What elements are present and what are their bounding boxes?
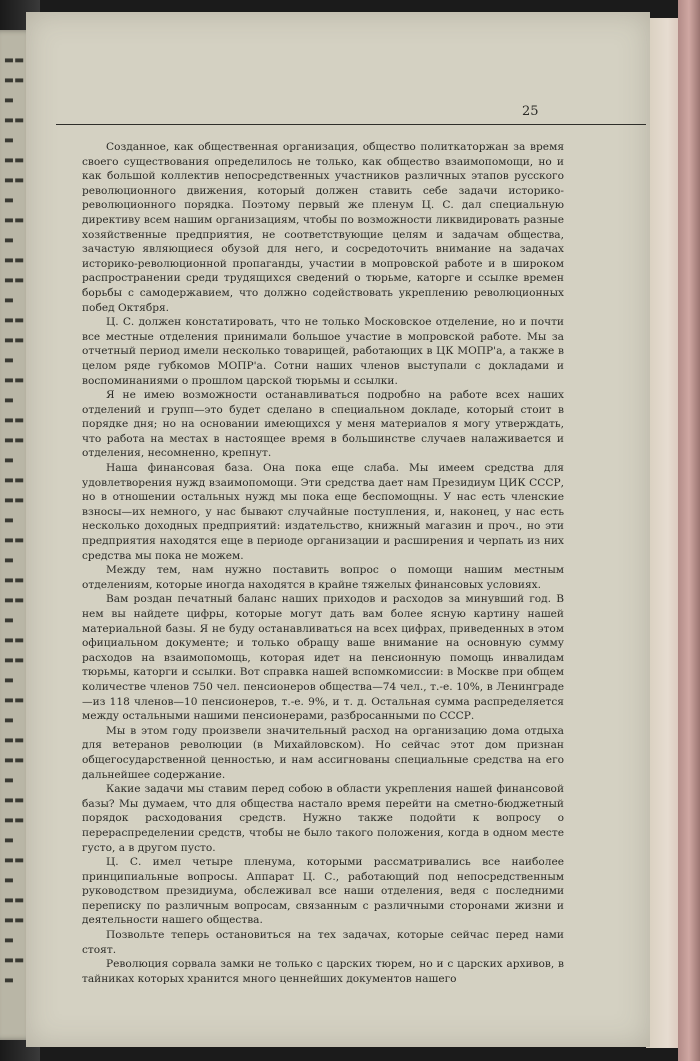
paragraph-10: Позвольте теперь остановиться на тех задачах, которые сейчас перед нами стоят. — [82, 929, 564, 956]
paragraph-5: Между тем, нам нужно поставить вопрос о помощи нашим местным отделениям, которые иногда находятся в крайне тяжелых финансовых условиях. — [82, 564, 564, 591]
paragraph-11: Революция сорвала замки не только с царских тюрем, но и с царских архивов, в тайниках которых хранится много ценнейших документов нашего — [82, 958, 564, 985]
book-page — [26, 12, 650, 1047]
paragraph-9: Ц. С. имел четыре пленума, которыми рассматривались все наиболее принципиальные вопросы. Аппарат Ц. С., работающий под непосредственным руководством президиума, обслеживал все наши отделения, ведя с последними переписку по различным вопросам, связанным с различными сторонами жизни и деятельности нашего общества. — [82, 856, 564, 927]
paragraph-1: Созданное, как общественная организация, общество политкаторжан за время своего существования определилось не только, как общество взаимопомощи, но и как большой коллектив непосредственных участников различных этапов русского революционного движения, который должен ставить себе задачи историко-революционного порядка. Поэтому первый же пленум Ц. С. дал специальную директиву всем нашим организациям, чтобы по возможности ликвидировать разные хозяйственные предприятия, не соответствующие целям и задачам общества, зачастую являющиеся обузой для него, и сосредоточить внимание на задачах историко-революционной пропаганды, участии в мопровской работе и в широком распространении среди трудящихся сведений о тюрьме, каторге и ссылке времен борьбы с самодержавием, что должно содействовать укреплению революционных побед Октября. — [82, 141, 564, 314]
page-number: 25 — [522, 104, 539, 119]
body-text — [82, 140, 564, 986]
paragraph-4: Наша финансовая база. Она пока еще слаба. Мы имеем средства для удовлетворения нужд взаимопомощи. Эти средства дает нам Президиум ЦИК СССР, но в отношении остальных нужд мы пока еще беспомощны. У нас есть членские взносы—их немного, у нас бывают случайные поступления, и, наконец, у нас есть несколько доходных предприятий: издательство, книжный магазин и проч., но эти предприятия находятся еще в периоде организации и расширения и черпать из них средства мы пока не можем. — [82, 462, 564, 562]
left-page-cropped-text: ▬▬ ▬▬ ▬ ▬▬ ▬ ▬▬ ▬▬ ▬ ▬▬ ▬ ▬▬ ▬▬ ▬ ▬▬ ▬▬ ▬ ▬▬ ▬ ▬▬ ▬▬ ▬ ▬▬ ▬▬ ▬ ▬▬ ▬ ▬▬ ▬▬ ▬ ▬▬ ▬▬ ▬ ▬▬ ▬ ▬▬ ▬▬ ▬ ▬▬ ▬▬ ▬ ▬▬ ▬ ▬▬ ▬▬ ▬ ▬▬ ▬ — [4, 54, 25, 986]
paragraph-6: Вам роздан печатный баланс наших приходов и расходов за минувший год. В нем вы найдете цифры, которые могут дать вам более ясную картину нашей материальной базы. Я не буду останавливаться на всех цифрах, приведенных в этом официальном документе; и только обращу ваше внимание на основную сумму расходов на взаимопомощь, которая идет на пенсионную помощь инвалидам тюрьмы, каторги и ссылки. Вот справка нашей вспомкомиссии: в Москве при общем количестве членов 750 чел. пенсионеров общества—74 чел., т.-е. 10%, в Ленинграде—из 118 членов—10 пенсионеров, т.-е. 9%, и т. д. Остальная сумма распределяется между остальными нашими пенсионерами, разбросанными по СССР. — [82, 593, 564, 723]
paragraph-7: Мы в этом году произвели значительный расход на организацию дома отдыха для ветеранов революции (в Михайловском). Но сейчас этот дом признан общегосударственной ценностью, и нам ассигнованы специальные средства на его дальнейшее содержание. — [82, 724, 564, 781]
header-rule — [56, 124, 646, 125]
paragraph-3: Я не имею возможности останавливаться подробно на работе всех наших отделений и групп—это будет сделано в специальном докладе, который стоит в порядке дня; но на основании имеющихся у меня материалов я могу утверждать, что работа на местах в настоящее время в большинстве случаев налаживается и отделения, несомненно, крепнут. — [82, 389, 564, 460]
paragraph-2: Ц. С. должен констатировать, что не только Московское отделение, но и почти все местные отделения принимали большое участие в мопровской работе. Мы за отчетный период имели несколько товарищей, работающих в ЦК МОПР'а, а также в целом ряде губкомов МОПР'а. Сотни наших членов выступали с докладами и воспоминаниями о прошлом царской тюрьмы и ссылки. — [82, 316, 564, 387]
book-cover-edge — [678, 0, 700, 1061]
paragraph-8: Какие задачи мы ставим перед собою в области укрепления нашей финансовой базы? Мы думаем, что для общества настало время перейти на сметно-бюджетный порядок расходования средств. Нужно также подойти к вопросу о перераспределении средств, чтобы не было такого положения, когда в одном месте густо, а в другом пусто. — [82, 783, 564, 854]
